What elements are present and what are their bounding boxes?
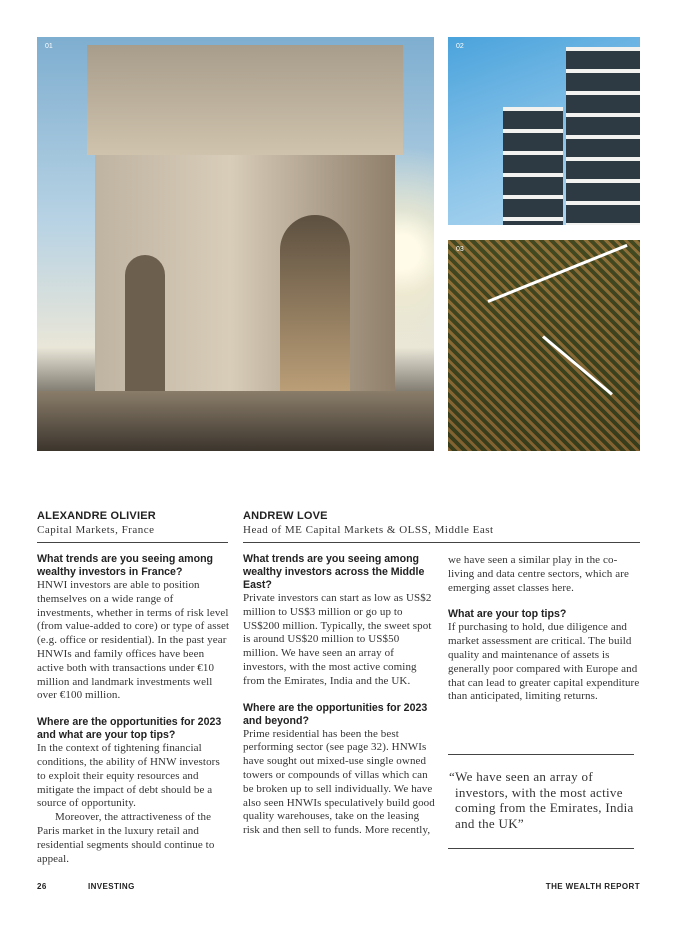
answer-text: If purchasing to hold, due diligence and market assessment are critical. The build quality and maintenance of assets is generally poor compared with Europe and that can lead to greater capital expenditure than anticipated, limiting returns. [448, 621, 640, 703]
quote-rule-bottom [448, 848, 634, 849]
image-number: 02 [456, 43, 464, 50]
arch-illustration [95, 45, 395, 400]
publication-title: THE WEALTH REPORT [545, 882, 640, 891]
answer-text: we have seen a similar play in the co-living and data centre sectors, which are emerging asset classes here. [448, 554, 629, 594]
turbine-blade [487, 244, 627, 303]
answer-text: Prime residential has been the best performing sector (see page 32). HNWIs have sought out mixed-use single owned towers or compounds of villas which can be broken up to sell individually. We have also seen HNWIs speculatively build good quality warehouses, take on the leasing risk and then sell to funds. More recently, [243, 727, 435, 837]
photo-modern-building [448, 37, 640, 225]
quote-rule-top [448, 754, 634, 755]
answer-text: In the context of tightening financial conditions, the ability of HNW investors to exploit their equity resources and mitigate the impact of debt should be a source of opportunity. [37, 742, 220, 810]
pull-quote: “We have seen an array of investors, with the most active coming from the Emirates, India and the UK” [449, 769, 634, 831]
answer-text: Moreover, the attractiveness of the Paris market in the luxury retail and residential segments should continue to appeal. [37, 811, 215, 865]
question-heading: What trends are you seeing among wealthy investors in France? [37, 553, 214, 578]
author-name: ALEXANDRE OLIVIER [37, 510, 156, 522]
section-label: INVESTING [88, 882, 135, 891]
question-heading: Where are the opportunities for 2023 and beyond? [243, 701, 428, 727]
page-number: 26 [37, 882, 47, 891]
right-column [448, 554, 642, 704]
right-header [243, 509, 643, 537]
middle-column [243, 543, 437, 838]
cobblestone-ground [37, 391, 434, 451]
author-role: Capital Markets, France [37, 524, 155, 536]
divider [37, 542, 228, 543]
image-number: 01 [45, 43, 53, 50]
answer-text: Private investors can start as low as US$2 million to US$3 million or go up to US$200 million. Typically, the sweet spot is around US$20 million to US$50 million. We have seen an array of investors, with the most active coming from the Emirates, India and the UK. [243, 592, 432, 687]
answer-text: HNWI investors are able to position themselves on a wide range of investments, whether in terms of risk level (from value-added to core) or type of asset (e.g. office or residential). In the past year HNWIs and family offices have been active both with transactions under €10 million and landmark investments well over €100 million. [37, 579, 230, 702]
photo-aerial-wind-turbine [448, 240, 640, 451]
author-role: Head of ME Capital Markets & OLSS, Middle East [243, 524, 494, 536]
image-number: 03 [456, 246, 464, 253]
question-heading: What are your top tips? [448, 608, 567, 621]
photo-arc-de-triomphe [37, 37, 434, 451]
question-heading: What trends are you seeing among wealthy investors across the Middle East? [243, 553, 425, 591]
left-column [37, 509, 231, 866]
question-heading: Where are the opportunities for 2023 and what are your top tips? [37, 716, 222, 742]
author-name: ANDREW LOVE [243, 510, 328, 522]
